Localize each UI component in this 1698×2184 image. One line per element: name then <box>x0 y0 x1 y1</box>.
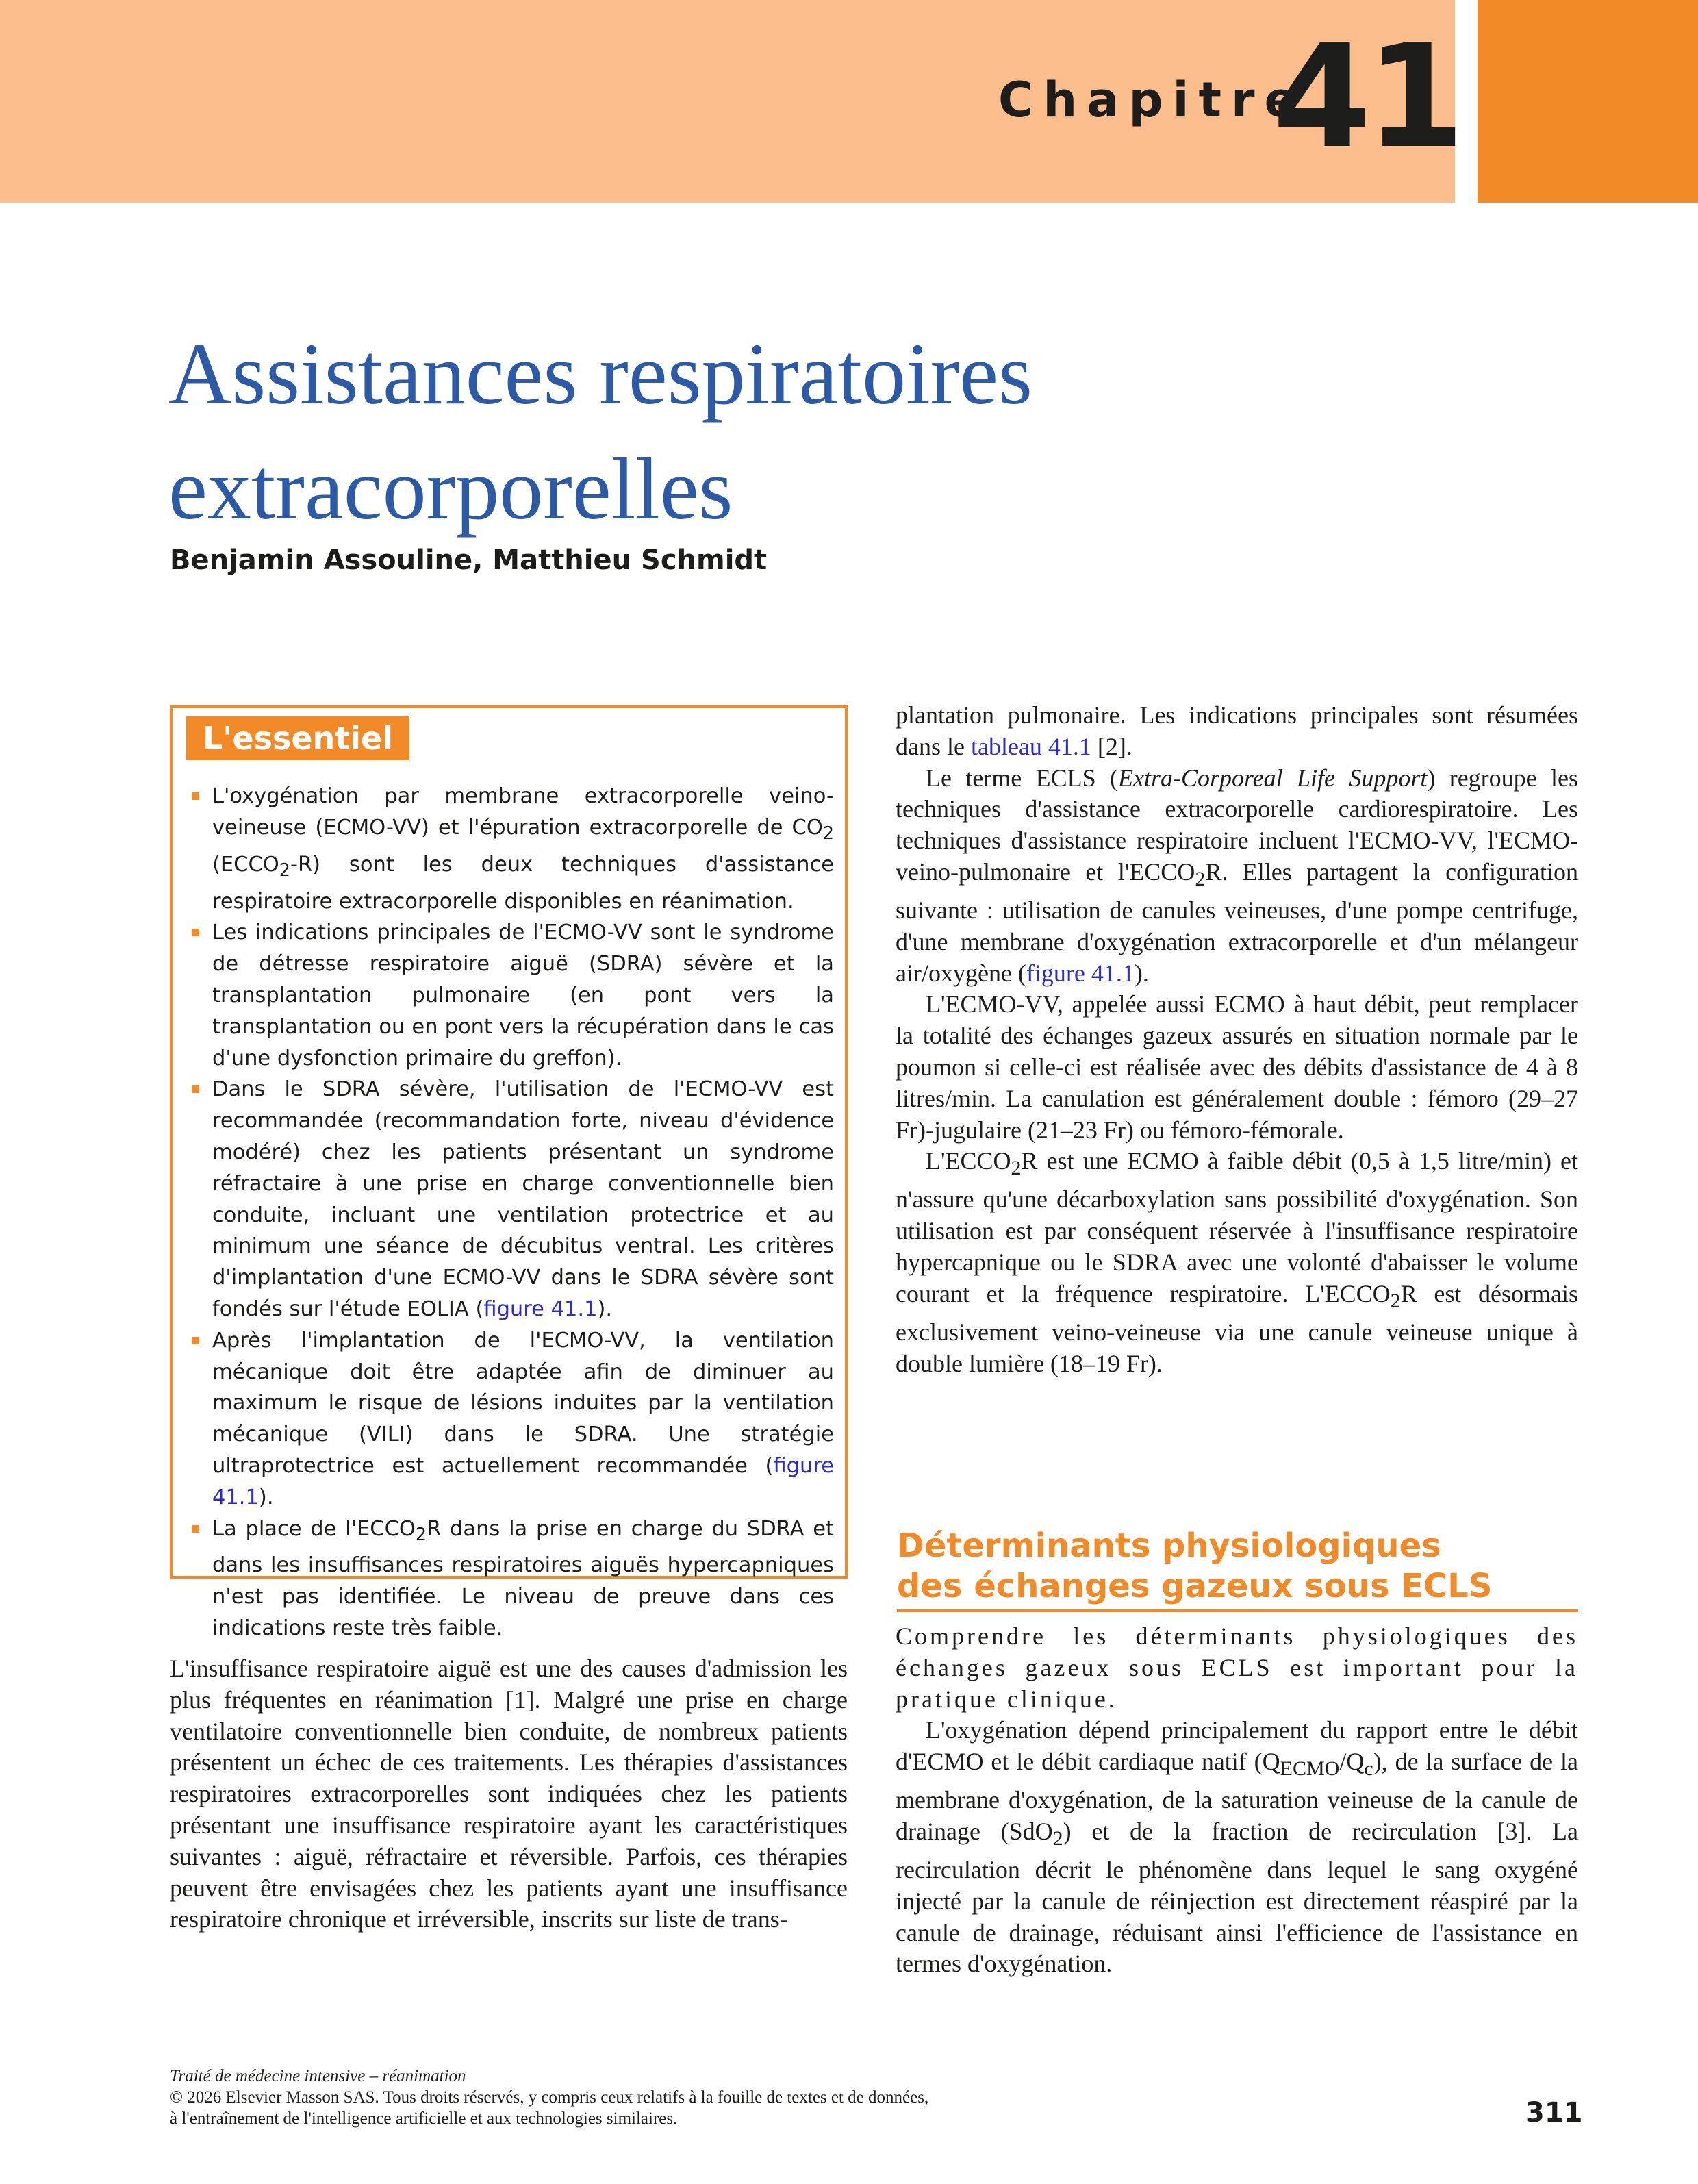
paragraph <box>896 700 1578 763</box>
section-heading-line-2: des échanges gazeux sous ECLS <box>897 1567 1493 1605</box>
section-heading-line-1: Déterminants physiologiques <box>897 1527 1441 1565</box>
chapter-accent-band <box>1478 0 1698 203</box>
copyright-line: © 2026 Elsevier Masson SAS. Tous droits réservés, y compris ceux relatifs à la fouille de textes et de données, <box>170 2088 929 2107</box>
subscript: 2 <box>1390 1289 1401 1312</box>
paragraph <box>896 1715 1578 1980</box>
bullet-square-icon <box>192 929 199 936</box>
item-text: (ECCO <box>212 852 279 877</box>
item-text: ). <box>258 1485 274 1509</box>
item-text: Les indications principales de l'ECMO-VV sont le syndrome de détresse respiratoire aiguë (SDRA) sévère et la transplantation pulmonaire (en pont vers la transplantation ou en pont vers la récupération dans le cas d'une dysfonction primaire du greffon). <box>212 920 834 1070</box>
item-text: R dans la prise en charge du SDRA et dans les insuffisances respiratoires aiguës hypercapniques n'est pas identifiée. Le niveau de preuve dans ces indications reste très faible. <box>212 1516 834 1640</box>
text: ). <box>1134 959 1149 987</box>
italic-term: Extra-Corporeal Life Support <box>1118 764 1428 792</box>
right-column-top <box>896 700 1578 1379</box>
text: R est désormais exclusivement veino-veineuse via une canule veineuse unique à double lumière (18–19 Fr). <box>896 1279 1578 1377</box>
intro-column <box>170 1653 848 1935</box>
subscript: c <box>1364 1757 1373 1781</box>
paragraph <box>896 1146 1578 1379</box>
essentiel-heading: L'essentiel <box>186 716 409 760</box>
copyright-line: à l'entraînement de l'intelligence artificielle et aux technologies similaires. <box>170 2109 678 2128</box>
text: ), de la surface de la membrane d'oxygénation, de la saturation veineuse de la canule de drainage (SdO <box>896 1748 1578 1845</box>
bullet-square-icon <box>192 1525 199 1533</box>
essentiel-item <box>192 781 834 917</box>
chapter-label: Chapitre <box>998 72 1307 128</box>
item-text: ). <box>597 1296 613 1321</box>
page-number: 311 <box>1525 2097 1583 2129</box>
authors: Benjamin Assouline, Matthieu Schmidt <box>170 544 768 576</box>
bullet-square-icon <box>192 1085 199 1093</box>
essentiel-item <box>192 917 834 1074</box>
chapter-title <box>168 316 1032 547</box>
bullet-square-icon <box>192 1337 199 1344</box>
essentiel-list <box>192 781 834 1644</box>
subscript: ECMO <box>1280 1757 1340 1781</box>
essentiel-item <box>192 1514 834 1644</box>
text: L'oxygénation dépend principalement du rapport entre le débit d'ECMO et le débit cardiaque natif (Q <box>896 1716 1578 1776</box>
bullet-square-icon <box>192 792 199 800</box>
subscript: 2 <box>415 1523 427 1544</box>
text: L'ECCO <box>926 1147 1011 1175</box>
section-heading <box>897 1526 1578 1612</box>
text: [2]. <box>1091 732 1132 760</box>
item-text: L'oxygénation par membrane extracorporelle veino-veineuse (ECMO-VV) et l'épuration extracorporelle de CO <box>212 784 834 840</box>
essentiel-item <box>192 1325 834 1514</box>
subscript: 2 <box>822 822 834 843</box>
figure-link[interactable]: figure 41.1 <box>1026 959 1135 987</box>
book-title: Traité de médecine intensive – réanimation <box>170 2067 466 2085</box>
footer <box>170 2066 1128 2129</box>
text: ) regroupe les techniques d'assistance extracorporelle cardiorespiratoire. Les techniques d'assistance respiratoire incluent l'ECMO-VV, l'ECMO-veino-pulmonaire et l'ECCO <box>896 764 1578 886</box>
figure-link[interactable]: figure 41.1 <box>212 1453 834 1509</box>
intro-paragraph: L'insuffisance respiratoire aiguë est une des causes d'admission les plus fréquentes en réanimation [1]. Malgré une prise en charge ventilatoire conventionnelle bien conduite, de nombreux patients présentent un échec de ces traitements. Les thérapies d'assistances respiratoires extracorporelles sont indiquées chez les patients présentant une insuffisance respiratoire ayant les caractéristiques suivantes : aiguë, réfractaire et réversible. Parfois, ces thérapies peuvent être envisagées chez les patients ayant une insuffisance respiratoire chronique et irréversible, inscrits sur liste de trans- <box>170 1655 848 1933</box>
title-line-1: Assistances respiratoires <box>168 325 1032 423</box>
item-text: La place de l'ECCO <box>212 1516 416 1541</box>
text: R est une ECMO à faible débit (0,5 à 1,5 litre/min) et n'assure qu'une décarboxylation sans possibilité d'oxygénation. Son utilisation est par conséquent réservée à l'insuffisance respiratoire hypercapnique ou le SDRA avec une volonté d'abaisser le volume courant et la fréquence respiratoire. L'ECCO <box>896 1147 1578 1307</box>
right-column-bottom <box>896 1621 1578 1980</box>
title-line-2: extracorporelles <box>168 440 733 538</box>
subscript: 2 <box>1195 868 1206 891</box>
paragraph: L'ECMO-VV, appelée aussi ECMO à haut débit, peut remplacer la totalité des échanges gazeux assurés en situation normale par le poumon si celle-ci est réalisée avec des débits d'assistance de 4 à 8 litres/min. La canulation est généralement double : fémoro (29–27 Fr)-jugulaire (21–23 Fr) ou fémoro-fémorale. <box>896 990 1578 1144</box>
table-link[interactable]: tableau 41.1 <box>970 732 1091 760</box>
paragraph <box>896 763 1578 990</box>
figure-link[interactable]: figure 41.1 <box>483 1296 598 1321</box>
essentiel-item <box>192 1074 834 1325</box>
subscript: 2 <box>279 859 290 880</box>
item-text: Dans le SDRA sévère, l'utilisation de l'ECMO-VV est recommandée (recommandation forte, niveau d'évidence modéré) chez les patients présentant un syndrome réfractaire à une prise en charge conventionnelle bien conduite, incluant une ventilation protectrice et au minimum une séance de décubitus ventral. Les critères d'implantation d'une ECMO-VV dans le SDRA sévère sont fondés sur l'étude EOLIA ( <box>212 1077 834 1321</box>
text: plantation pulmonaire. Les indications principales sont résumées dans le <box>896 701 1578 760</box>
text: R. Elles partagent la configuration suivante : utilisation de canules veineuses, d'une pompe centrifuge, d'une membrane d'oxygénation extracorporelle et d'un mélangeur air/oxygène ( <box>896 857 1579 987</box>
subscript: 2 <box>1011 1157 1022 1180</box>
subscript: 2 <box>1052 1827 1063 1850</box>
chapter-number: 41 <box>1272 14 1460 180</box>
paragraph: Comprendre les déterminants physiologiques des échanges gazeux sous ECLS est important pour la pratique clinique. <box>896 1622 1578 1713</box>
text: Le terme ECLS ( <box>926 764 1118 792</box>
item-text: -R) sont les deux techniques d'assistance respiratoire extracorporelle disponibles en réanimation. <box>212 852 834 914</box>
text: /Q <box>1339 1748 1365 1776</box>
text: ) et de la fraction de recirculation [3]. La recirculation décrit le phénomène dans lequel le sang oxygéné injecté par la canule de réinjection est directement réaspiré par la canule de drainage, réduisant ainsi l'efficience de l'assistance en termes d'oxygénation. <box>896 1817 1579 1978</box>
item-text: Après l'implantation de l'ECMO-VV, la ventilation mécanique doit être adaptée afin de diminuer au maximum le risque de lésions induites par la ventilation mécanique (VILI) dans le SDRA. Une stratégie ultraprotectrice est actuellement recommandée ( <box>212 1328 834 1478</box>
